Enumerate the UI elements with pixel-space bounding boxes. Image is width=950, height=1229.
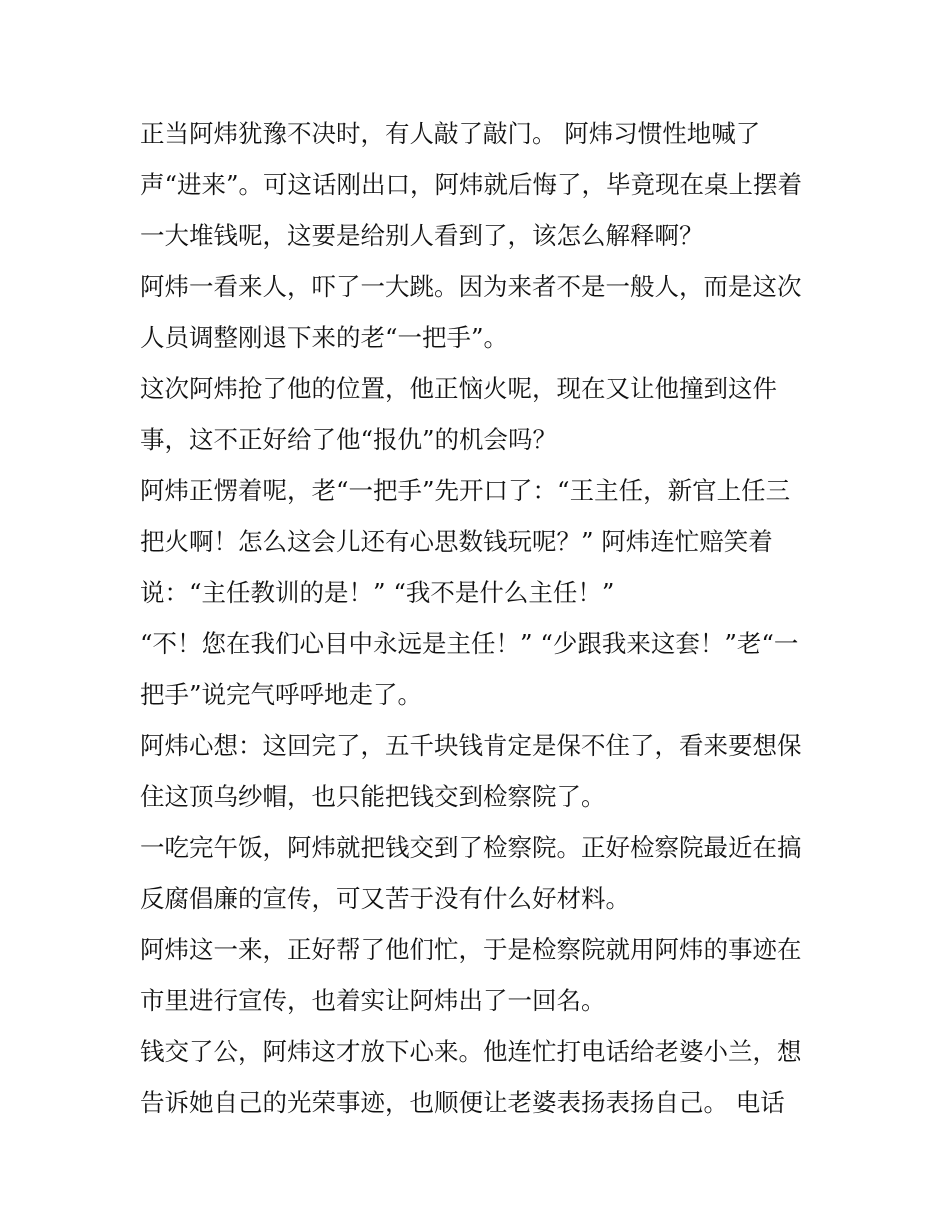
text-line-7: 事，这不正好给了他“报仇”的机会吗？ bbox=[140, 425, 558, 454]
text-line-1: 正当阿炜犹豫不决时，有人敲了敲门。 阿炜习惯性地喊了 bbox=[140, 119, 761, 148]
text-line-3: 一大堆钱呢，这要是给别人看到了，该怎么解释啊？ bbox=[140, 221, 704, 250]
text-line-6: 这次阿炜抢了他的位置，他正恼火呢，现在又让他撞到这件 bbox=[140, 374, 777, 403]
text-line-18: 市里进行宣传，也着实让阿炜出了一回名。 bbox=[140, 986, 606, 1015]
text-line-12: 把手”说完气呼呼地走了。 bbox=[140, 680, 423, 709]
text-line-8: 阿炜正愣着呢，老“一把手”先开口了：“王主任，新官上任三 bbox=[140, 476, 791, 505]
text-line-4: 阿炜一看来人，吓了一大跳。因为来者不是一般人，而是这次 bbox=[140, 272, 802, 301]
text-line-13: 阿炜心想：这回完了，五千块钱肯定是保不住了，看来要想保 bbox=[140, 731, 802, 760]
text-line-15: 一吃完午饭，阿炜就把钱交到了检察院。正好检察院最近在搞 bbox=[140, 833, 802, 862]
text-line-14: 住这顶乌纱帽，也只能把钱交到检察院了。 bbox=[140, 782, 606, 811]
text-line-5: 人员调整刚退下来的老“一把手”。 bbox=[140, 323, 509, 352]
text-line-19: 钱交了公，阿炜这才放下心来。他连忙打电话给老婆小兰，想 bbox=[140, 1037, 802, 1066]
text-line-20: 告诉她自己的光荣事迹，也顺便让老婆表扬表扬自己。 电话 bbox=[140, 1088, 785, 1117]
text-line-9: 把火啊！怎么这会儿还有心思数钱玩呢？” 阿炜连忙赔笑着 bbox=[140, 527, 773, 556]
text-line-2: 声“进来”。可这话刚出口，阿炜就后悔了，毕竟现在桌上摆着 bbox=[140, 170, 803, 199]
text-line-10: 说：“主任教训的是！” “我不是什么主任！” bbox=[140, 578, 615, 607]
body-text bbox=[140, 108, 820, 1128]
text-line-11: “不！您在我们心目中永远是主任！” “少跟我来这套！”老“一 bbox=[140, 629, 799, 658]
text-line-17: 阿炜这一来，正好帮了他们忙，于是检察院就用阿炜的事迹在 bbox=[140, 935, 802, 964]
text-line-16: 反腐倡廉的宣传，可又苦于没有什么好材料。 bbox=[140, 884, 630, 913]
